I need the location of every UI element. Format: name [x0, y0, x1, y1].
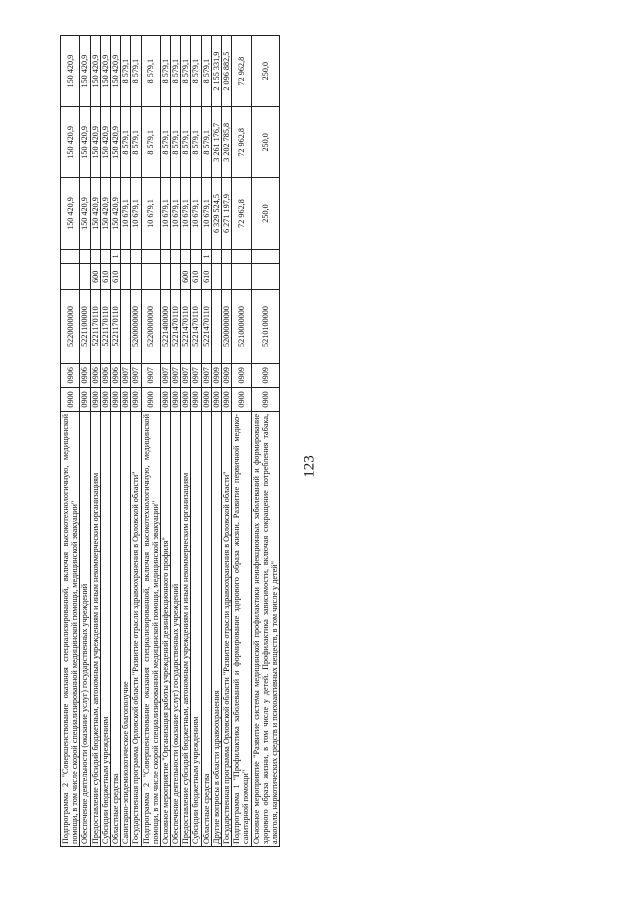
cell-a2: 8 579,1: [141, 107, 160, 178]
cell-rz: 0900: [141, 387, 160, 411]
cell-a1: 10 679,1: [141, 178, 160, 249]
cell-ch: 1: [201, 249, 211, 264]
cell-a3: 8 579,1: [131, 36, 141, 107]
table-row: [232, 36, 251, 847]
cell-ch: [171, 249, 181, 264]
cell-vr: [251, 264, 280, 290]
cell-pr: 0906: [90, 363, 100, 387]
cell-ch: [181, 249, 191, 264]
cell-a2: 8 579,1: [131, 107, 141, 178]
table-row: [121, 36, 131, 847]
table-row: [191, 36, 201, 847]
cell-ch: [100, 249, 110, 264]
cell-a3: 8 579,1: [191, 36, 201, 107]
cell-a2: 8 579,1: [181, 107, 191, 178]
cell-pr: 0906: [61, 363, 80, 387]
cell-a2: 8 579,1: [201, 107, 211, 178]
cell-a1: 6 271 197,9: [222, 178, 232, 249]
cell-csr: 5200000000: [131, 290, 141, 363]
cell-pr: 0909: [251, 363, 280, 387]
cell-a2: 3 202 785,8: [222, 107, 232, 178]
table-row: [211, 36, 221, 847]
budget-table-body: [61, 36, 280, 847]
cell-csr: 5221170110: [110, 290, 120, 363]
cell-a2: 8 579,1: [171, 107, 181, 178]
cell-a2: 150 420,9: [61, 107, 80, 178]
cell-name: Обеспечение деятельности (оказание услуг) государственных учреждений: [171, 411, 181, 846]
cell-a1: 72 962,8: [232, 178, 251, 249]
cell-name: Областные средства: [201, 411, 211, 846]
cell-a2: 8 579,1: [191, 107, 201, 178]
cell-vr: [80, 264, 90, 290]
cell-ch: 1: [110, 249, 120, 264]
cell-vr: 600: [90, 264, 100, 290]
cell-ch: [160, 249, 170, 264]
table-row: [251, 36, 280, 847]
cell-rz: 0900: [80, 387, 90, 411]
cell-a3: 8 579,1: [141, 36, 160, 107]
cell-vr: [211, 264, 221, 290]
cell-a1: 150 420,9: [110, 178, 120, 249]
table-row: [110, 36, 120, 847]
cell-a1: 6 329 524,5: [211, 178, 221, 249]
cell-name: Государственная программа Орловской области "Развитие отрасли здравоохранения в Орловской области": [131, 411, 141, 846]
cell-vr: 610: [100, 264, 110, 290]
cell-csr: 5221100000: [80, 290, 90, 363]
cell-csr: [211, 290, 221, 363]
cell-pr: 0907: [131, 363, 141, 387]
cell-vr: [171, 264, 181, 290]
cell-rz: 0900: [160, 387, 170, 411]
cell-rz: 0900: [201, 387, 211, 411]
cell-rz: 0900: [121, 387, 131, 411]
cell-a2: 150 420,9: [110, 107, 120, 178]
cell-a1: 150 420,9: [80, 178, 90, 249]
cell-vr: 610: [201, 264, 211, 290]
cell-a1: 10 679,1: [131, 178, 141, 249]
cell-a2: 150 420,9: [90, 107, 100, 178]
table-row: [100, 36, 110, 847]
cell-csr: 5221470110: [201, 290, 211, 363]
cell-pr: 0907: [141, 363, 160, 387]
cell-a1: 150 420,9: [100, 178, 110, 249]
cell-csr: 5221470110: [171, 290, 181, 363]
cell-a3: 150 420,9: [110, 36, 120, 107]
cell-rz: 0900: [191, 387, 201, 411]
table-row: [160, 36, 170, 847]
cell-csr: 5221400000: [160, 290, 170, 363]
cell-vr: [61, 264, 80, 290]
page-number: 123: [301, 455, 318, 478]
cell-a1: 10 679,1: [160, 178, 170, 249]
cell-a3: 250,0: [251, 36, 280, 107]
cell-csr: 5210100000: [251, 290, 280, 363]
cell-name: Основное мероприятие "Организация работы учреждений дезинфекционного профиля": [160, 411, 170, 846]
cell-a3: 8 579,1: [160, 36, 170, 107]
cell-name: Основное мероприятие "Развитие системы медицинской профилактики неинфекционных заболеваний и формирование здорового образа жизни, в том числе у детей. Профилактика зависимости, включая сокращение потребления табака, алкоголя, наркотических средств и психоактивных веществ, в том числе у детей": [251, 411, 280, 846]
cell-a2: 3 261 176,7: [211, 107, 221, 178]
cell-vr: [121, 264, 131, 290]
cell-rz: 0900: [90, 387, 100, 411]
cell-a2: 8 579,1: [121, 107, 131, 178]
cell-a2: 150 420,9: [80, 107, 90, 178]
cell-a3: 8 579,1: [181, 36, 191, 107]
cell-rz: 0900: [171, 387, 181, 411]
cell-a3: 150 420,9: [80, 36, 90, 107]
cell-a1: 10 679,1: [201, 178, 211, 249]
cell-pr: 0909: [232, 363, 251, 387]
cell-a3: 2 155 331,9: [211, 36, 221, 107]
cell-name: Подпрограмма 2 "Совершенствование оказания специализированной, включая высокотехнологичную, медицинской помощи, в том числе скорой специализированной медицинской помощи, медицинской эвакуации": [61, 411, 80, 846]
cell-ch: [131, 249, 141, 264]
cell-name: Предоставление субсидий бюджетным, автономным учреждениям и иным некоммерческим организациям: [90, 411, 100, 846]
cell-rz: 0900: [110, 387, 120, 411]
cell-csr: 5221470110: [191, 290, 201, 363]
cell-csr: 5221170110: [90, 290, 100, 363]
cell-rz: 0900: [232, 387, 251, 411]
cell-vr: 610: [191, 264, 201, 290]
cell-ch: [90, 249, 100, 264]
cell-pr: 0906: [80, 363, 90, 387]
cell-ch: [61, 249, 80, 264]
cell-a3: 2 096 882,5: [222, 36, 232, 107]
cell-csr: 5220000000: [141, 290, 160, 363]
cell-csr: 5210000000: [232, 290, 251, 363]
cell-pr: 0907: [191, 363, 201, 387]
cell-a2: 8 579,1: [160, 107, 170, 178]
cell-vr: [141, 264, 160, 290]
cell-ch: [191, 249, 201, 264]
cell-name: Другие вопросы в области здравоохранения: [211, 411, 221, 846]
cell-pr: 0907: [121, 363, 131, 387]
cell-a2: 72 962,8: [232, 107, 251, 178]
cell-vr: [222, 264, 232, 290]
cell-a3: 8 579,1: [201, 36, 211, 107]
table-row: [171, 36, 181, 847]
cell-rz: 0900: [222, 387, 232, 411]
cell-a2: 150 420,9: [100, 107, 110, 178]
cell-vr: [160, 264, 170, 290]
cell-csr: [121, 290, 131, 363]
cell-csr: 5221170110: [100, 290, 110, 363]
cell-a2: 250,0: [251, 107, 280, 178]
cell-rz: 0900: [181, 387, 191, 411]
table-row: [141, 36, 160, 847]
cell-a3: 150 420,9: [90, 36, 100, 107]
cell-name: Областные средства: [110, 411, 120, 846]
cell-ch: [121, 249, 131, 264]
cell-ch: [80, 249, 90, 264]
table-row: [90, 36, 100, 847]
cell-pr: 0907: [181, 363, 191, 387]
cell-a1: 10 679,1: [121, 178, 131, 249]
cell-a1: 250,0: [251, 178, 280, 249]
cell-pr: 0907: [201, 363, 211, 387]
cell-a1: 10 679,1: [171, 178, 181, 249]
cell-csr: 5200000000: [222, 290, 232, 363]
cell-a3: 72 962,8: [232, 36, 251, 107]
table-row: [181, 36, 191, 847]
budget-table: [60, 35, 280, 847]
cell-vr: 610: [110, 264, 120, 290]
cell-rz: 0900: [61, 387, 80, 411]
cell-csr: 5221470110: [181, 290, 191, 363]
cell-ch: [211, 249, 221, 264]
cell-ch: [251, 249, 280, 264]
cell-pr: 0906: [110, 363, 120, 387]
cell-name: Предоставление субсидий бюджетным, автономным учреждениям и иным некоммерческим организациям: [181, 411, 191, 846]
cell-vr: 600: [181, 264, 191, 290]
cell-csr: 5220000000: [61, 290, 80, 363]
cell-pr: 0907: [171, 363, 181, 387]
table-row: [80, 36, 90, 847]
table-row: [61, 36, 80, 847]
cell-a1: 10 679,1: [181, 178, 191, 249]
cell-rz: 0900: [211, 387, 221, 411]
cell-a1: 10 679,1: [191, 178, 201, 249]
cell-name: Подпрограмма 1 "Профилактика заболеваний и формирование здорового образа жизни. Развитие первичной медико-санитарной помощи": [232, 411, 251, 846]
cell-ch: [141, 249, 160, 264]
cell-vr: [131, 264, 141, 290]
cell-name: Санитарно-эпидемиологическое благополучие: [121, 411, 131, 846]
cell-name: Подпрограмма 2 "Совершенствование оказания специализированной, включая высокотехнологичную, медицинской помощи, в том числе скорой специализированной медицинской помощи, медицинской эвакуации": [141, 411, 160, 846]
cell-pr: 0906: [100, 363, 110, 387]
table-row: [201, 36, 211, 847]
cell-rz: 0900: [251, 387, 280, 411]
cell-a1: 150 420,9: [61, 178, 80, 249]
cell-pr: 0909: [222, 363, 232, 387]
cell-a1: 150 420,9: [90, 178, 100, 249]
cell-a3: 8 579,1: [171, 36, 181, 107]
cell-a3: 150 420,9: [61, 36, 80, 107]
cell-pr: 0909: [211, 363, 221, 387]
cell-ch: [222, 249, 232, 264]
cell-name: Государственная программа Орловской области "Развитие отрасли здравоохранения в Орловской области": [222, 411, 232, 846]
cell-a3: 150 420,9: [100, 36, 110, 107]
cell-name: Субсидии бюджетным учреждениям: [191, 411, 201, 846]
cell-rz: 0900: [100, 387, 110, 411]
cell-ch: [232, 249, 251, 264]
cell-name: Обеспечение деятельности (оказание услуг) государственных учреждений: [80, 411, 90, 846]
cell-vr: [232, 264, 251, 290]
cell-rz: 0900: [131, 387, 141, 411]
table-row: [222, 36, 232, 847]
cell-name: Субсидии бюджетным учреждениям: [100, 411, 110, 846]
cell-a3: 8 579,1: [121, 36, 131, 107]
cell-pr: 0907: [160, 363, 170, 387]
table-row: [131, 36, 141, 847]
